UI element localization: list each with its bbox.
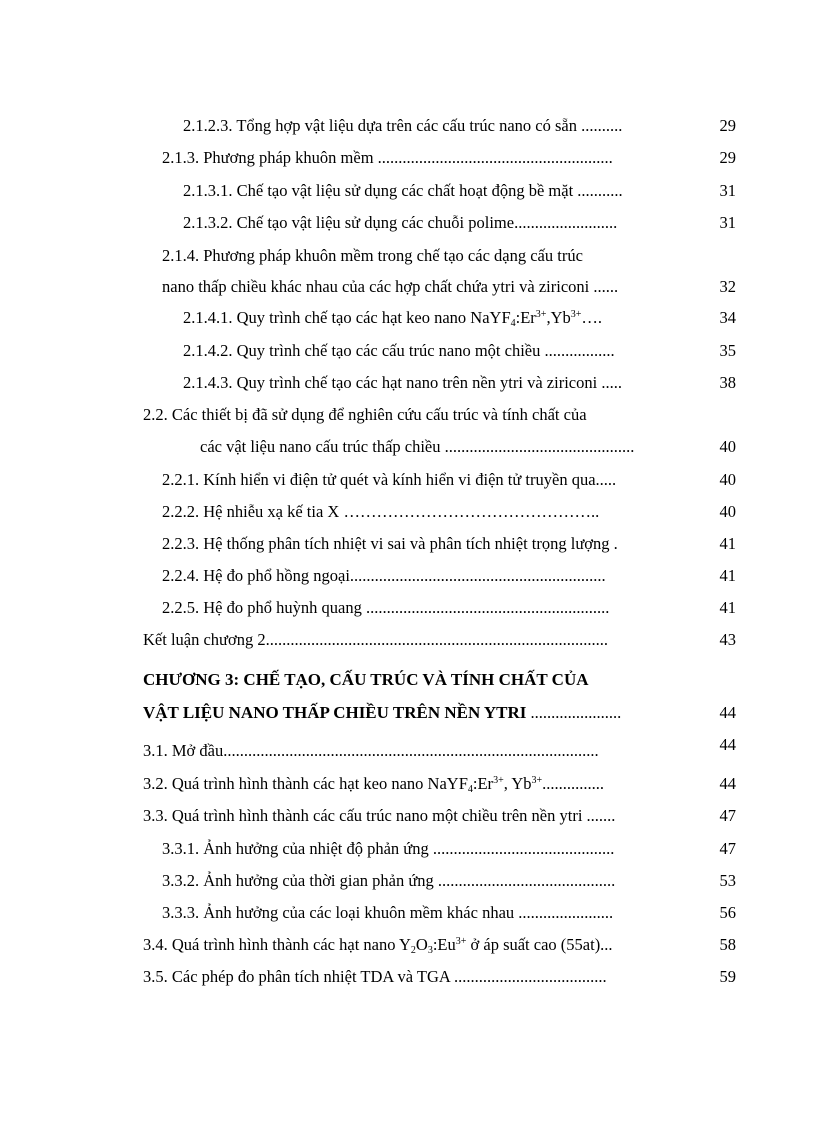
toc-chapter-3-heading-line2[interactable] <box>0 698 816 728</box>
toc-page-number: 29 <box>719 116 736 135</box>
toc-entry-3-3-1[interactable] <box>0 834 816 864</box>
toc-entry-text: 2.1.4. Phương pháp khuôn mềm trong chế tạo các dạng cấu trúc <box>162 246 583 265</box>
toc-entry-text: 2.1.3.1. Chế tạo vật liệu sử dụng các chất hoạt động bề mặt ........... <box>183 181 623 200</box>
toc-entry-3-3-2[interactable] <box>0 866 816 896</box>
toc-page-number: 44 <box>719 774 736 793</box>
toc-entry-2-1-2-3[interactable] <box>0 111 816 141</box>
toc-entry-text: 2.1.3.2. Chế tạo vật liệu sử dụng các chuỗi polime......................... <box>183 213 618 232</box>
toc-entry-text: 3.5. Các phép đo phân tích nhiệt TDA và TGA ..................................... <box>143 967 607 986</box>
toc-entry-3-1[interactable] <box>0 736 816 766</box>
chapter-title: CHƯƠNG 3: CHẾ TẠO, CẤU TRÚC VÀ TÍNH CHẤT CỦA <box>143 670 589 689</box>
toc-page-number: 58 <box>719 935 736 954</box>
toc-entry-text: các vật liệu nano cấu trúc thấp chiều .............................................. <box>200 437 635 456</box>
toc-page-number: 41 <box>719 598 736 617</box>
toc-page-number: 35 <box>719 341 736 360</box>
toc-entry-text: 2.1.4.2. Quy trình chế tạo các cấu trúc nano một chiều ................. <box>183 341 615 360</box>
toc-entry-2-1-4-line1[interactable] <box>0 241 816 271</box>
toc-entry-3-5[interactable] <box>0 962 816 992</box>
toc-page-number: 29 <box>719 148 736 167</box>
toc-page-number: 59 <box>719 967 736 986</box>
toc-entry-text: nano thấp chiều khác nhau của các hợp chất chứa ytri và ziriconi ...... <box>162 277 619 296</box>
toc-entry-3-2[interactable] <box>0 769 816 799</box>
toc-page-number: 31 <box>719 213 736 232</box>
toc-entry-text: 2.2.5. Hệ đo phổ huỳnh quang ........................................................... <box>162 598 610 617</box>
toc-entry-2-2-3[interactable] <box>0 529 816 559</box>
toc-entry-text: 2.1.4.3. Quy trình chế tạo các hạt nano trên nền ytri và ziriconi ..... <box>183 373 622 392</box>
toc-entry-text: 3.3. Quá trình hình thành các cấu trúc nano một chiều trên nền ytri ....... <box>143 806 616 825</box>
toc-page-number: 44 <box>719 703 736 722</box>
toc-entry-text: 2.2.4. Hệ đo phổ hồng ngoại.............................................................. <box>162 566 606 585</box>
toc-entry-text: 3.2. Quá trình hình thành các hạt keo nano $NaYF_4:Er^{3+}$, $Yb^{3+}$............... <box>143 774 605 795</box>
toc-entry-text: 2.1.4.1. Quy trình chế tạo các hạt keo nano $NaYF_4:Er^{3+},Yb^{3+}\dots$. <box>183 308 602 329</box>
toc-entry-3-4[interactable] <box>0 930 816 960</box>
toc-entry-text: 3.1. Mở đầu........................................................................................... <box>143 741 599 760</box>
toc-entry-2-2-5[interactable] <box>0 593 816 623</box>
toc-entry-2-1-3[interactable] <box>0 143 816 173</box>
toc-entry-ket-luan-chuong-2[interactable] <box>0 625 816 655</box>
toc-entry-text: 2.2.2. Hệ nhiễu xạ kế tia X ……………………………………….. <box>162 502 600 521</box>
toc-entry-2-1-4-line2[interactable] <box>0 272 816 302</box>
toc-entry-text: 3.3.1. Ảnh hưởng của nhiệt độ phản ứng ............................................ <box>162 839 615 858</box>
chapter-title: VẬT LIỆU NANO THẤP CHIỀU TRÊN NỀN YTRI ...................... <box>143 703 622 722</box>
toc-entry-text: 2.1.3. Phương pháp khuôn mềm ......................................................... <box>162 148 613 167</box>
toc-page-number: 32 <box>719 277 736 296</box>
toc-entry-text: 3.3.2. Ảnh hưởng của thời gian phản ứng ........................................... <box>162 871 616 890</box>
toc-entry-2-2-line2[interactable] <box>0 432 816 462</box>
toc-chapter-3-heading-line1[interactable] <box>0 665 816 695</box>
toc-entry-text: 3.4. Quá trình hình thành các hạt nano $Y_2O_3:Eu^{3+}$ ở áp suất cao (55at)... <box>143 935 613 956</box>
toc-entry-text: 2.2.1. Kính hiển vi điện tử quét và kính hiển vi điện tử truyền qua..... <box>162 470 617 489</box>
toc-entry-2-1-4-2[interactable] <box>0 336 816 366</box>
toc-entry-3-3-3[interactable] <box>0 898 816 928</box>
toc-page-number: 38 <box>719 373 736 392</box>
toc-page-number: 47 <box>719 839 736 858</box>
toc-page-number: 56 <box>719 903 736 922</box>
toc-entry-2-2-1[interactable] <box>0 465 816 495</box>
toc-entry-2-1-3-1[interactable] <box>0 176 816 206</box>
toc-page-number: 31 <box>719 181 736 200</box>
toc-page-number: 43 <box>719 630 736 649</box>
toc-entry-2-2-2[interactable] <box>0 497 816 527</box>
toc-page-number: 40 <box>719 470 736 489</box>
toc-entry-2-2-line1[interactable] <box>0 400 816 430</box>
toc-page-number: 53 <box>719 871 736 890</box>
toc-entry-text: 3.3.3. Ảnh hưởng của các loại khuôn mềm khác nhau ....................... <box>162 903 614 922</box>
toc-page-number: 41 <box>719 534 736 553</box>
toc-entry-2-1-3-2[interactable] <box>0 208 816 238</box>
toc-entry-2-1-4-3[interactable] <box>0 368 816 398</box>
toc-page-number: 44 <box>719 735 736 754</box>
toc-page-number: 40 <box>719 437 736 456</box>
toc-page-number: 41 <box>719 566 736 585</box>
toc-page-number: 47 <box>719 806 736 825</box>
toc-page-number: 40 <box>719 502 736 521</box>
toc-entry-3-3[interactable] <box>0 801 816 831</box>
toc-entry-text: Kết luận chương 2................................................................................... <box>143 630 608 649</box>
toc-entry-text: 2.1.2.3. Tổng hợp vật liệu dựa trên các cấu trúc nano có sẵn .......... <box>183 116 623 135</box>
toc-entry-text: 2.2. Các thiết bị đã sử dụng để nghiên cứu cấu trúc và tính chất của <box>143 405 587 424</box>
toc-entry-2-1-4-1[interactable] <box>0 303 816 333</box>
toc-entry-text: 2.2.3. Hệ thống phân tích nhiệt vi sai và phân tích nhiệt trọng lượng . <box>162 534 618 553</box>
toc-page-number: 34 <box>719 308 736 327</box>
toc-entry-2-2-4[interactable] <box>0 561 816 591</box>
